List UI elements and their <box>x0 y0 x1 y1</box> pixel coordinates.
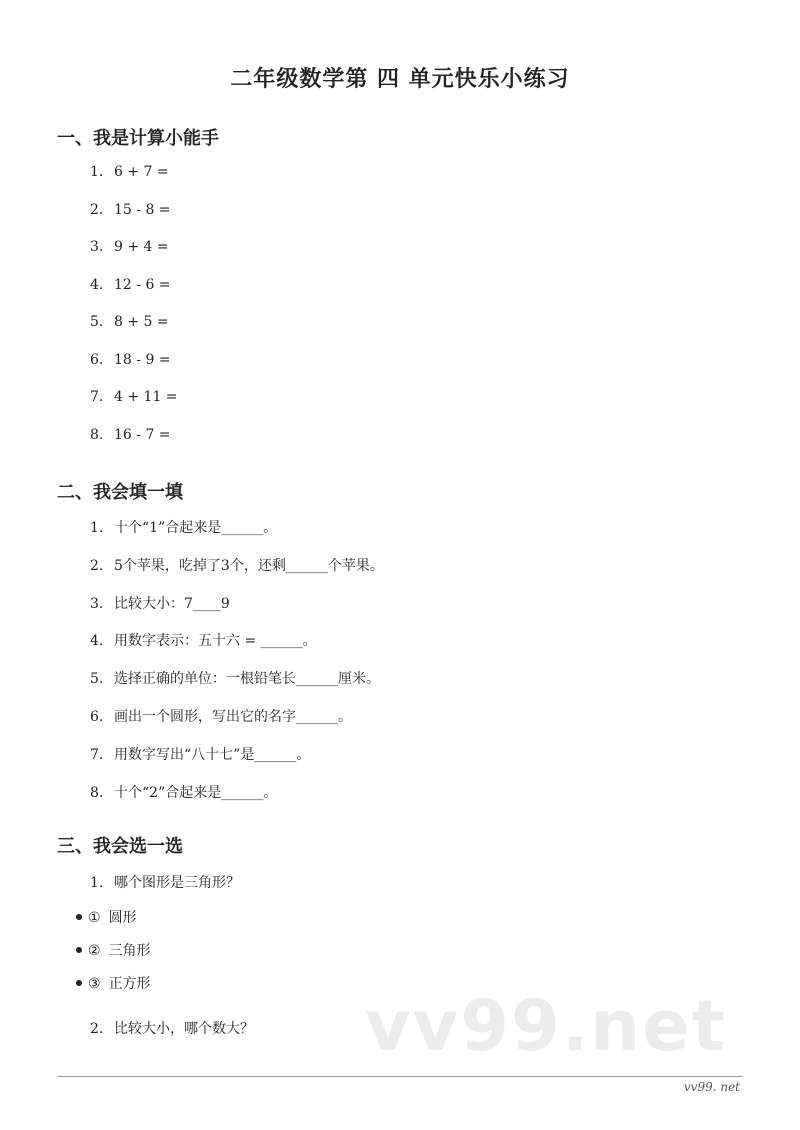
page-title: 二年级数学第 四 单元快乐小练习 <box>230 67 570 92</box>
item-text: 十个“2”合起来是______。 <box>114 785 278 801</box>
item-number: 1. <box>90 875 104 891</box>
list-item <box>90 164 169 180</box>
list-item <box>90 427 171 443</box>
item-text: 哪个图形是三角形？ <box>114 875 240 891</box>
item-number: 4. <box>90 633 104 649</box>
list-item <box>90 782 277 802</box>
bullet-icon <box>76 947 82 953</box>
bullet-icon <box>76 914 82 920</box>
item-text: 比较大小，哪个数大？ <box>114 1021 254 1037</box>
list-item <box>90 239 169 255</box>
bullet-icon <box>76 980 82 986</box>
item-text: 18 - 9 = <box>114 352 171 368</box>
footer-site-label: vv99. net <box>683 1080 740 1094</box>
choice-option <box>76 940 151 960</box>
list-item <box>90 277 171 293</box>
list-item <box>90 352 171 368</box>
list-item <box>90 630 317 650</box>
option-text: 三角形 <box>108 943 151 959</box>
item-text: 8 + 5 = <box>114 314 169 330</box>
list-item <box>90 706 352 726</box>
item-text: 用数字写出“八十七”是______。 <box>114 747 311 763</box>
question-item <box>90 1018 254 1038</box>
option-text: 圆形 <box>108 910 137 926</box>
item-number: 7. <box>90 747 104 763</box>
item-text: 5个苹果，吃掉了3个，还剩______个苹果。 <box>114 558 384 574</box>
item-number: 8. <box>90 427 104 443</box>
item-text: 用数字表示：五十六 = ______。 <box>114 633 317 649</box>
section-heading-choice: 三、我会选一选 <box>57 836 183 857</box>
option-mark: ③ <box>88 976 101 992</box>
section-heading-calculation: 一、我是计算小能手 <box>57 128 219 149</box>
item-text: 选择正确的单位：一根铅笔长______厘米。 <box>114 671 380 687</box>
option-text: 正方形 <box>108 976 151 992</box>
question-item <box>90 872 240 892</box>
item-number: 2. <box>90 202 104 218</box>
list-item <box>90 202 171 218</box>
choice-option <box>76 973 151 993</box>
item-number: 1. <box>90 520 104 536</box>
item-number: 7. <box>90 389 104 405</box>
choice-option <box>76 907 137 927</box>
item-number: 2. <box>90 558 104 574</box>
item-number: 1. <box>90 164 104 180</box>
item-number: 6. <box>90 709 104 725</box>
item-text: 16 - 7 = <box>114 427 171 443</box>
item-text: 6 + 7 = <box>114 164 169 180</box>
list-item <box>90 314 169 330</box>
item-number: 3. <box>90 596 104 612</box>
item-text: 画出一个圆形，写出它的名字______。 <box>114 709 352 725</box>
item-number: 8. <box>90 785 104 801</box>
item-number: 4. <box>90 277 104 293</box>
item-text: 15 - 8 = <box>114 202 171 218</box>
item-text: 比较大小：7____9 <box>114 596 230 612</box>
list-item <box>90 593 230 613</box>
item-number: 5. <box>90 314 104 330</box>
list-item <box>90 555 384 575</box>
item-number: 3. <box>90 239 104 255</box>
footer-divider <box>57 1076 743 1077</box>
item-text: 十个“1”合起来是______。 <box>114 520 278 536</box>
item-number: 2. <box>90 1021 104 1037</box>
section-heading-fill-in: 二、我会填一填 <box>57 482 183 503</box>
option-mark: ① <box>88 910 101 926</box>
item-number: 6. <box>90 352 104 368</box>
option-mark: ② <box>88 943 101 959</box>
item-text: 9 + 4 = <box>114 239 169 255</box>
list-item <box>90 517 277 537</box>
item-text: 12 - 6 = <box>114 277 171 293</box>
list-item <box>90 668 380 688</box>
watermark: vv99.net <box>365 985 728 1067</box>
item-text: 4 + 11 = <box>114 389 178 405</box>
list-item <box>90 389 178 405</box>
item-number: 5. <box>90 671 104 687</box>
list-item <box>90 744 310 764</box>
